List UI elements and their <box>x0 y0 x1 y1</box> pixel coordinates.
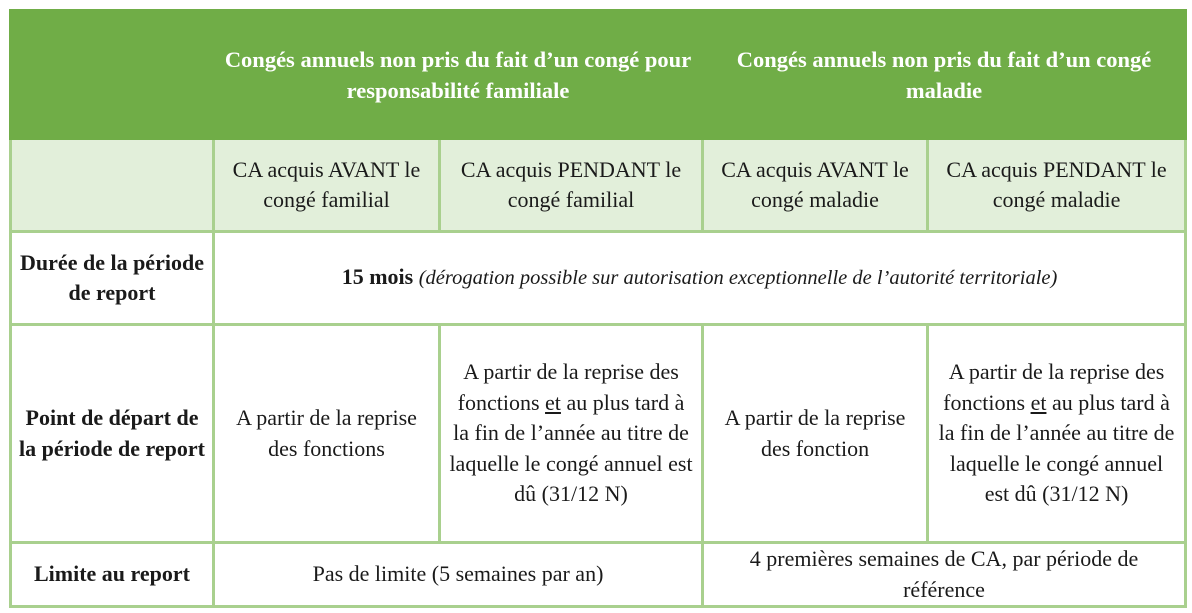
sub-fam-during: CA acquis PENDANT le congé familial <box>440 139 703 232</box>
subheader-row <box>11 139 1186 232</box>
header-family: Congés annuels non pris du fait d’un congé pour responsabilité familiale <box>214 11 703 139</box>
sub-fam-before: CA acquis AVANT le congé familial <box>214 139 440 232</box>
duration-note: (dérogation possible sur autorisation exceptionnelle de l’autorité territoriale) <box>418 267 1058 290</box>
start-label: Point de départ de la période de report <box>11 325 214 543</box>
limit-family: Pas de limite (5 semaines par an) <box>214 543 703 607</box>
start-fam-during-a: A partir de la reprise des fonctions <box>457 359 679 415</box>
start-row <box>11 325 1186 543</box>
start-sick-during-et: et <box>1030 389 1047 415</box>
start-fam-during-b: au plus tard à la fin de l’année au titre de laquelle le congé annuel est dû (31/12 N) <box>449 389 693 507</box>
duration-row <box>11 232 1186 325</box>
start-sick-before: A partir de la reprise des fonction <box>703 325 928 543</box>
start-sick-during-a: A partir de la reprise des fonctions <box>943 359 1165 415</box>
sub-sick-before: CA acquis AVANT le congé maladie <box>703 139 928 232</box>
start-sick-during-b: au plus tard à la fin de l’année au titre de laquelle le congé annuel est dû (31/12 N) <box>938 389 1175 507</box>
start-fam-before: A partir de la reprise des fonctions <box>214 325 440 543</box>
limit-row <box>11 543 1186 607</box>
header-corner <box>11 11 214 139</box>
report-table <box>9 9 1187 608</box>
duration-months: 15 mois <box>341 264 414 290</box>
start-sick-during <box>928 325 1186 543</box>
duration-value <box>214 232 1186 325</box>
start-fam-during-et: et <box>545 389 561 415</box>
start-fam-during <box>440 325 703 543</box>
limit-sick: 4 premières semaines de CA, par période de référence <box>703 543 1186 607</box>
limit-label: Limite au report <box>11 543 214 607</box>
header-row <box>11 11 1186 139</box>
duration-label: Durée de la période de report <box>11 232 214 325</box>
sub-sick-during: CA acquis PENDANT le congé maladie <box>928 139 1186 232</box>
subheader-corner <box>11 139 214 232</box>
header-sick: Congés annuels non pris du fait d’un congé maladie <box>703 11 1186 139</box>
